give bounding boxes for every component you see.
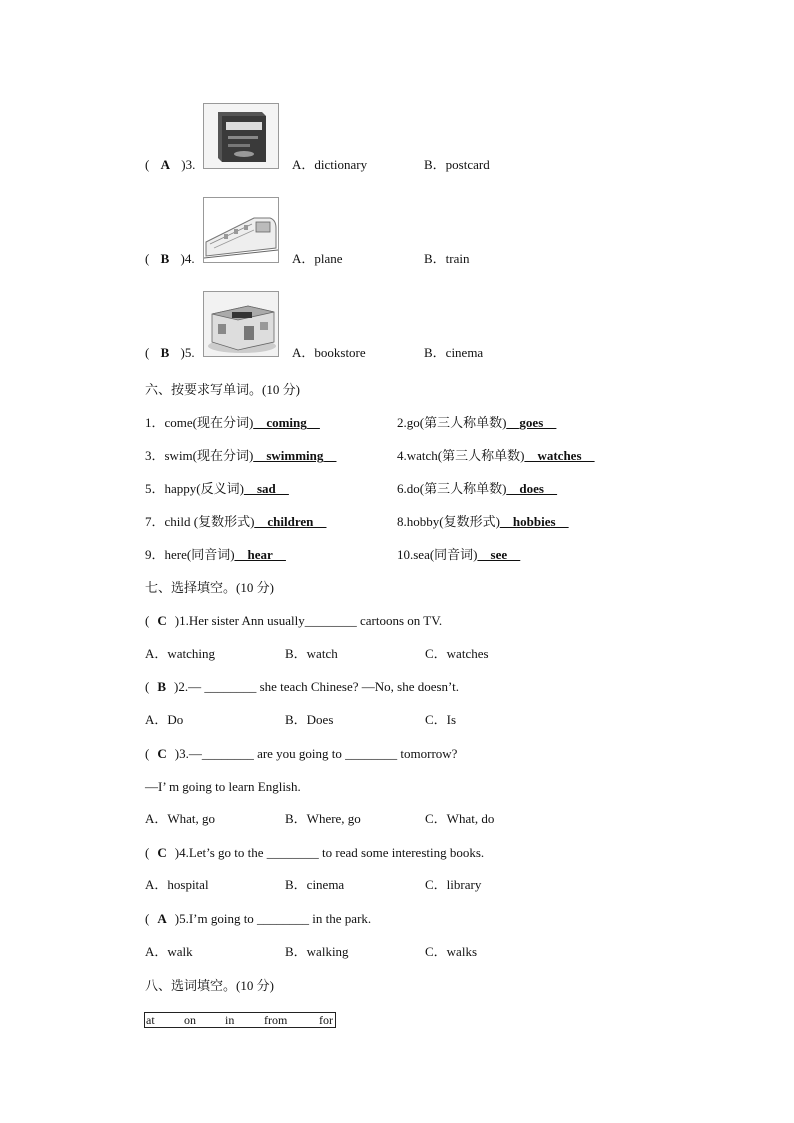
- item-prompt: 5．happy(反义词): [145, 481, 244, 496]
- question-reply: —I’ m going to learn English.: [145, 779, 301, 794]
- option-c: C．watches: [425, 646, 489, 661]
- question-text: )3.—________ are you going to ________ tomorrow?: [174, 746, 458, 761]
- question-5: [145, 345, 195, 361]
- answer: B: [157, 679, 167, 694]
- q5-option-b: B．cinema: [424, 345, 484, 360]
- item-prompt: 7．child (复数形式): [145, 514, 255, 529]
- option-a: A．watching: [145, 646, 216, 661]
- answer: C: [157, 746, 167, 761]
- item-answer: __children__: [254, 514, 327, 529]
- item-answer: __coming__: [253, 415, 320, 430]
- word-bank-item: on: [184, 1013, 196, 1027]
- item-prompt: 1．come(现在分词): [145, 415, 254, 430]
- item-prompt: 3．swim(现在分词): [145, 448, 254, 463]
- option-a: A．What, go: [145, 811, 216, 826]
- item-answer: __sad__: [243, 481, 289, 496]
- word-item: [145, 514, 326, 530]
- option-a: A．Do: [145, 712, 184, 727]
- answer: A: [157, 911, 167, 926]
- option-b: B．walking: [285, 944, 349, 959]
- item-answer: __hear__: [234, 547, 286, 562]
- q4-option-a: A．plane: [292, 251, 343, 266]
- item-answer: __does__: [506, 481, 557, 496]
- choice-question: [145, 613, 442, 629]
- question-3: [145, 157, 195, 173]
- answer: A: [160, 157, 170, 172]
- bracket-open: (: [145, 157, 150, 172]
- q4-option-b: B．train: [424, 251, 470, 266]
- question-text: )2.— ________ she teach Chinese? —No, she doesn’t.: [174, 679, 459, 694]
- word-bank: [144, 1012, 336, 1028]
- item-prompt: 9．here(同音词): [145, 547, 235, 562]
- item-prompt: 2.go(第三人称单数): [397, 415, 507, 430]
- item-answer: __watches__: [524, 448, 595, 463]
- word-item: [397, 481, 557, 497]
- item-prompt: 8.hobby(复数形式): [397, 514, 500, 529]
- question-4: [145, 251, 195, 267]
- question-text: )4.Let’s go to the ________ to read some interesting books.: [174, 845, 485, 860]
- word-item: [145, 448, 336, 464]
- option-c: C．What, do: [425, 811, 495, 826]
- bracket-open: (: [145, 679, 150, 694]
- book-box-icon: [204, 104, 278, 168]
- option-b: B．cinema: [285, 877, 345, 892]
- section-7-title: 七、选择填空。(10 分): [145, 580, 274, 595]
- question-number: )5.: [180, 345, 195, 360]
- answer: C: [157, 845, 167, 860]
- question-number: )3.: [181, 157, 196, 172]
- option-c: C．Is: [425, 712, 457, 727]
- section-8-title: 八、选词填空。(10 分): [145, 978, 274, 993]
- item-answer: __hobbies__: [499, 514, 569, 529]
- item-answer: __see__: [477, 547, 521, 562]
- word-item: [397, 514, 569, 530]
- answer: B: [160, 345, 170, 360]
- bracket-open: (: [145, 251, 150, 266]
- option-c: C．library: [425, 877, 482, 892]
- bracket-open: (: [145, 746, 150, 761]
- answer: C: [157, 613, 167, 628]
- choice-question: [145, 845, 484, 861]
- word-bank-item: at: [146, 1013, 155, 1027]
- answer: B: [160, 251, 170, 266]
- bracket-open: (: [145, 845, 150, 860]
- item-prompt: 4.watch(第三人称单数): [397, 448, 525, 463]
- option-b: B．Where, go: [285, 811, 361, 826]
- bracket-open: (: [145, 911, 150, 926]
- building-image: [203, 291, 279, 357]
- word-item: [397, 547, 520, 563]
- q5-option-a: A．bookstore: [292, 345, 366, 360]
- choice-question: [145, 911, 371, 927]
- building-icon: [204, 292, 278, 356]
- word-bank-item: from: [264, 1013, 288, 1027]
- train-image: [203, 197, 279, 263]
- option-a: A．walk: [145, 944, 193, 959]
- bracket-open: (: [145, 345, 150, 360]
- item-answer: __swimming__: [253, 448, 337, 463]
- word-bank-item: for: [319, 1013, 333, 1027]
- question-text: )5.I’m going to ________ in the park.: [174, 911, 372, 926]
- option-b: B．watch: [285, 646, 338, 661]
- q3-option-a: A．dictionary: [292, 157, 368, 172]
- word-item: [397, 448, 595, 464]
- item-prompt: 10.sea(同音词): [397, 547, 478, 562]
- option-b: B．Does: [285, 712, 334, 727]
- choice-question: [145, 679, 459, 695]
- question-text: )1.Her sister Ann usually________ cartoons on TV.: [174, 613, 443, 628]
- word-bank-item: in: [225, 1013, 235, 1027]
- option-a: A．hospital: [145, 877, 209, 892]
- word-item: [145, 547, 286, 563]
- bracket-open: (: [145, 613, 150, 628]
- q3-option-b: B．postcard: [424, 157, 490, 172]
- question-number: )4.: [180, 251, 195, 266]
- word-item: [397, 415, 556, 431]
- choice-question: [145, 746, 457, 762]
- word-item: [145, 415, 320, 431]
- word-item: [145, 481, 289, 497]
- train-icon: [204, 198, 278, 262]
- option-c: C．walks: [425, 944, 478, 959]
- item-prompt: 6.do(第三人称单数): [397, 481, 507, 496]
- book-box-image: [203, 103, 279, 169]
- item-answer: __goes__: [506, 415, 557, 430]
- section-6-title: 六、按要求写单词。(10 分): [145, 382, 300, 397]
